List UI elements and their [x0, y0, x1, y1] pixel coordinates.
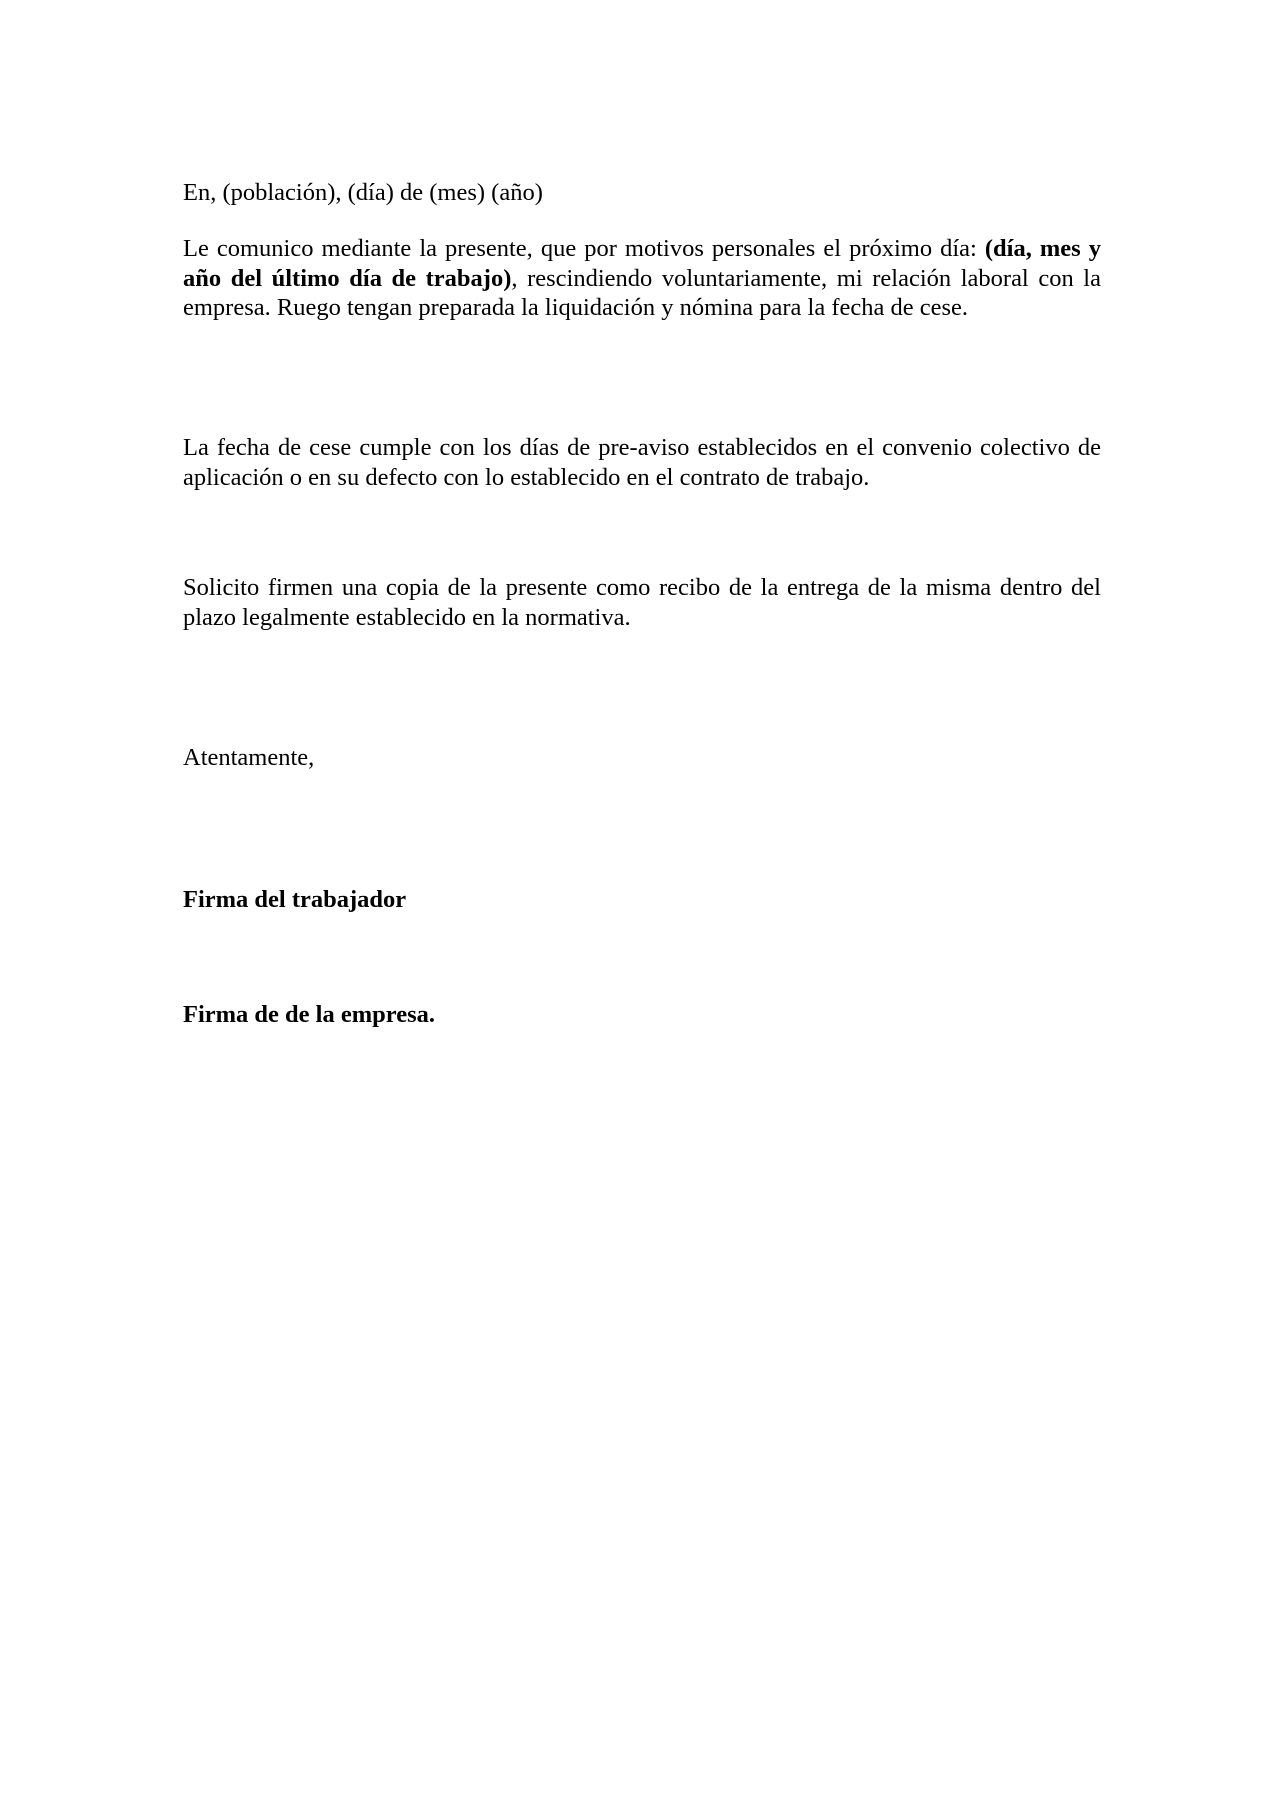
date-line: En, (población), (día) de (mes) (año) — [183, 179, 543, 206]
notice-period-paragraph: La fecha de cese cumple con los días de pre-aviso establecidos en el convenio colectivo de aplicación o en su defecto con lo establecido en el contrato de trabajo. — [183, 434, 1101, 491]
closing-line: Atentamente, — [183, 744, 315, 771]
receipt-request-paragraph: Solicito firmen una copia de la presente como recibo de la entrega de la misma dentro del plazo legalmente establecido en la normativa. — [183, 574, 1101, 631]
last-work-day-placeholder: (día, mes y año del último día de trabajo) — [183, 235, 1101, 292]
resignation-text-end: , rescindiendo voluntariamente, mi relación laboral con la empresa. Ruego tengan preparada la liquidación y nómina para la fecha de cese. — [183, 264, 1101, 321]
company-signature-label: Firma de de la empresa. — [183, 1001, 435, 1028]
resignation-paragraph — [183, 234, 1101, 323]
worker-signature-label: Firma del trabajador — [183, 886, 407, 913]
resignation-text-start: Le comunico mediante la presente, que por motivos personales el próximo día: — [183, 235, 985, 262]
